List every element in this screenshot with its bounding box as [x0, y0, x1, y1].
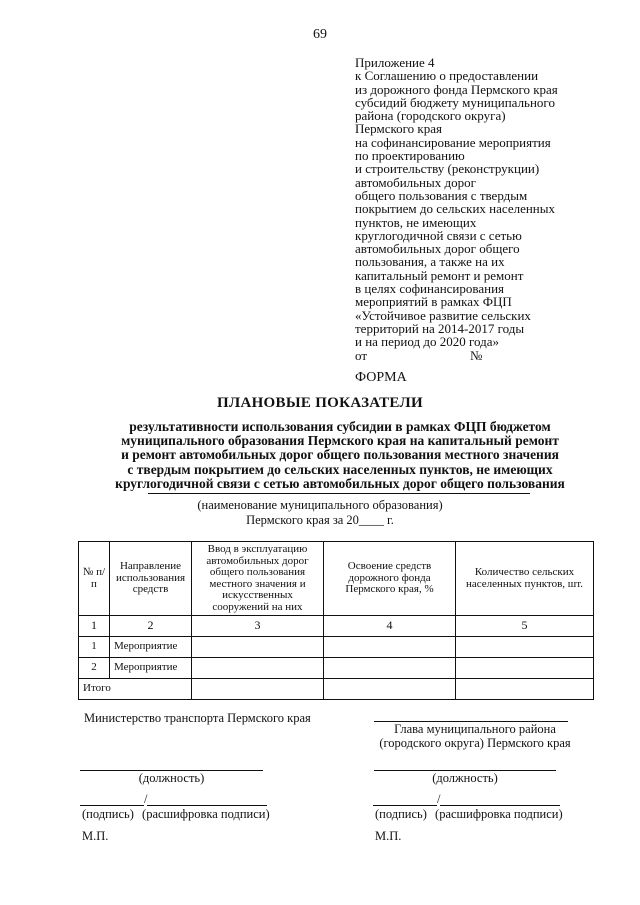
- total-fund-usage-cell[interactable]: [324, 679, 456, 700]
- appendix-line: капитальный ремонт и ремонт: [355, 267, 524, 283]
- column-numbers-row: [79, 616, 594, 637]
- appendix-line: на софинансирование мероприятия: [355, 134, 551, 150]
- appendix-line: пользования, а также на их: [355, 254, 505, 270]
- subtitle-line: и ремонт автомобильных дорог общего пользования местного значения: [121, 447, 559, 463]
- position-caption-left: (должность): [138, 771, 205, 785]
- appendix-number-label: №: [470, 347, 483, 363]
- form-label: ФОРМА: [355, 370, 407, 385]
- appendix-line: пунктов, не имеющих: [355, 214, 477, 230]
- row-commissioning-cell[interactable]: [192, 658, 324, 679]
- column-number: 4: [324, 616, 456, 637]
- appendix-line: автомобильных дорог: [355, 174, 476, 190]
- appendix-line: территорий на 2014-2017 годы: [355, 320, 525, 336]
- page-number: 69: [313, 27, 327, 42]
- signature-blank-line[interactable]: [373, 805, 437, 806]
- appendix-line: общего пользования с твердым: [355, 187, 528, 203]
- appendix-date-number-line: [355, 349, 625, 362]
- column-number: 2: [110, 616, 192, 637]
- subtitle-line: с твердым покрытием до сельских населенных пунктов, не имеющих: [127, 461, 553, 477]
- appendix-line: из дорожного фонда Пермского края: [355, 81, 558, 97]
- ministry-label: Министерство транспорта Пермского края: [84, 711, 311, 725]
- appendix-header: [355, 56, 625, 362]
- signature-caption: (подпись): [82, 807, 134, 821]
- stamp-place-left: М.П.: [82, 829, 109, 843]
- row-commissioning-cell[interactable]: [192, 637, 324, 658]
- signature-slash: /: [144, 792, 148, 806]
- stamp-place-right: М.П.: [375, 829, 402, 843]
- decoding-blank-line[interactable]: [147, 805, 267, 806]
- column-number: 5: [456, 616, 594, 637]
- appendix-line: Приложение 4: [355, 55, 435, 70]
- row-direction: Мероприятие: [110, 637, 192, 658]
- municipality-caption: (наименование муниципального образования): [197, 498, 443, 512]
- row-number: 1: [79, 637, 110, 658]
- header-direction: Направление использования средств: [110, 542, 192, 616]
- position-caption-right: (должность): [432, 771, 498, 785]
- subtitle-line: круглогодичной связи с сетью автомобильных дорог общего пользования: [115, 475, 565, 491]
- appendix-line: мероприятий в рамках ФЦП: [355, 294, 512, 310]
- appendix-line: «Устойчивое развитие сельских: [355, 307, 531, 323]
- row-fund-usage-cell[interactable]: [324, 637, 456, 658]
- indicators-table: [78, 541, 594, 700]
- column-number: 3: [192, 616, 324, 637]
- signature-row-right: [373, 792, 560, 807]
- header-fund-usage: Освоение средств дорожного фонда Пермского края, %: [324, 542, 456, 616]
- header-commissioning: Ввод в эксплуатацию автомобильных дорог общего пользования местного значения и искусственных сооружений на них: [192, 542, 324, 616]
- subtitle-line: муниципального образования Пермского края на капитальный ремонт: [121, 433, 559, 449]
- appendix-line: района (городского округа): [355, 108, 506, 124]
- signature-blank-line[interactable]: [80, 805, 144, 806]
- appendix-line: автомобильных дорог общего: [355, 241, 520, 257]
- table-row: [79, 637, 594, 658]
- appendix-from-label: от: [355, 347, 368, 363]
- appendix-line: в целях софинансирования: [355, 281, 505, 297]
- header-number: № п/п: [79, 542, 110, 616]
- signature-captions-right: [375, 807, 563, 822]
- decoding-blank-line[interactable]: [440, 805, 560, 806]
- row-direction: Мероприятие: [110, 658, 192, 679]
- reporting-year-line: Пермского края за 20____ г.: [246, 513, 394, 527]
- appendix-line: субсидий бюджету муниципального: [355, 94, 555, 110]
- row-fund-usage-cell[interactable]: [324, 658, 456, 679]
- row-settlements-cell[interactable]: [456, 658, 594, 679]
- document-subtitle: [70, 420, 610, 491]
- appendix-line: по проектированию: [355, 148, 465, 164]
- table-row: [79, 658, 594, 679]
- signature-slash: /: [437, 792, 441, 806]
- appendix-line: Пермского края: [355, 121, 442, 137]
- decoding-caption: (расшифровка подписи): [142, 807, 270, 821]
- signature-row-left: [80, 792, 267, 807]
- row-number: 2: [79, 658, 110, 679]
- appendix-line: и строительству (реконструкции): [355, 161, 540, 177]
- column-number: 1: [79, 616, 110, 637]
- appendix-line: и на период до 2020 года»: [355, 334, 499, 350]
- municipality-blank-line[interactable]: [148, 493, 530, 494]
- total-settlements-cell[interactable]: [456, 679, 594, 700]
- appendix-line: к Соглашению о предоставлении: [355, 68, 539, 84]
- total-label: Итого: [79, 679, 192, 700]
- signature-captions-left: [82, 807, 270, 822]
- subtitle-line: результативности использования субсидии в рамках ФЦП бюджетом: [129, 419, 551, 434]
- head-of-district-caption: Глава муниципального района (городского округа) Пермского края: [379, 722, 571, 750]
- row-settlements-cell[interactable]: [456, 637, 594, 658]
- appendix-line: круглогодичной связи с сетью: [355, 227, 522, 243]
- table-header-row: [79, 542, 594, 616]
- header-settlements-count: Количество сельских населенных пунктов, шт.: [456, 542, 594, 616]
- total-row: [79, 679, 594, 700]
- total-commissioning-cell[interactable]: [192, 679, 324, 700]
- document-title: ПЛАНОВЫЕ ПОКАЗАТЕЛИ: [217, 395, 423, 411]
- decoding-caption: (расшифровка подписи): [435, 807, 563, 821]
- appendix-line: покрытием до сельских населенных: [355, 201, 555, 217]
- signature-caption: (подпись): [375, 807, 427, 821]
